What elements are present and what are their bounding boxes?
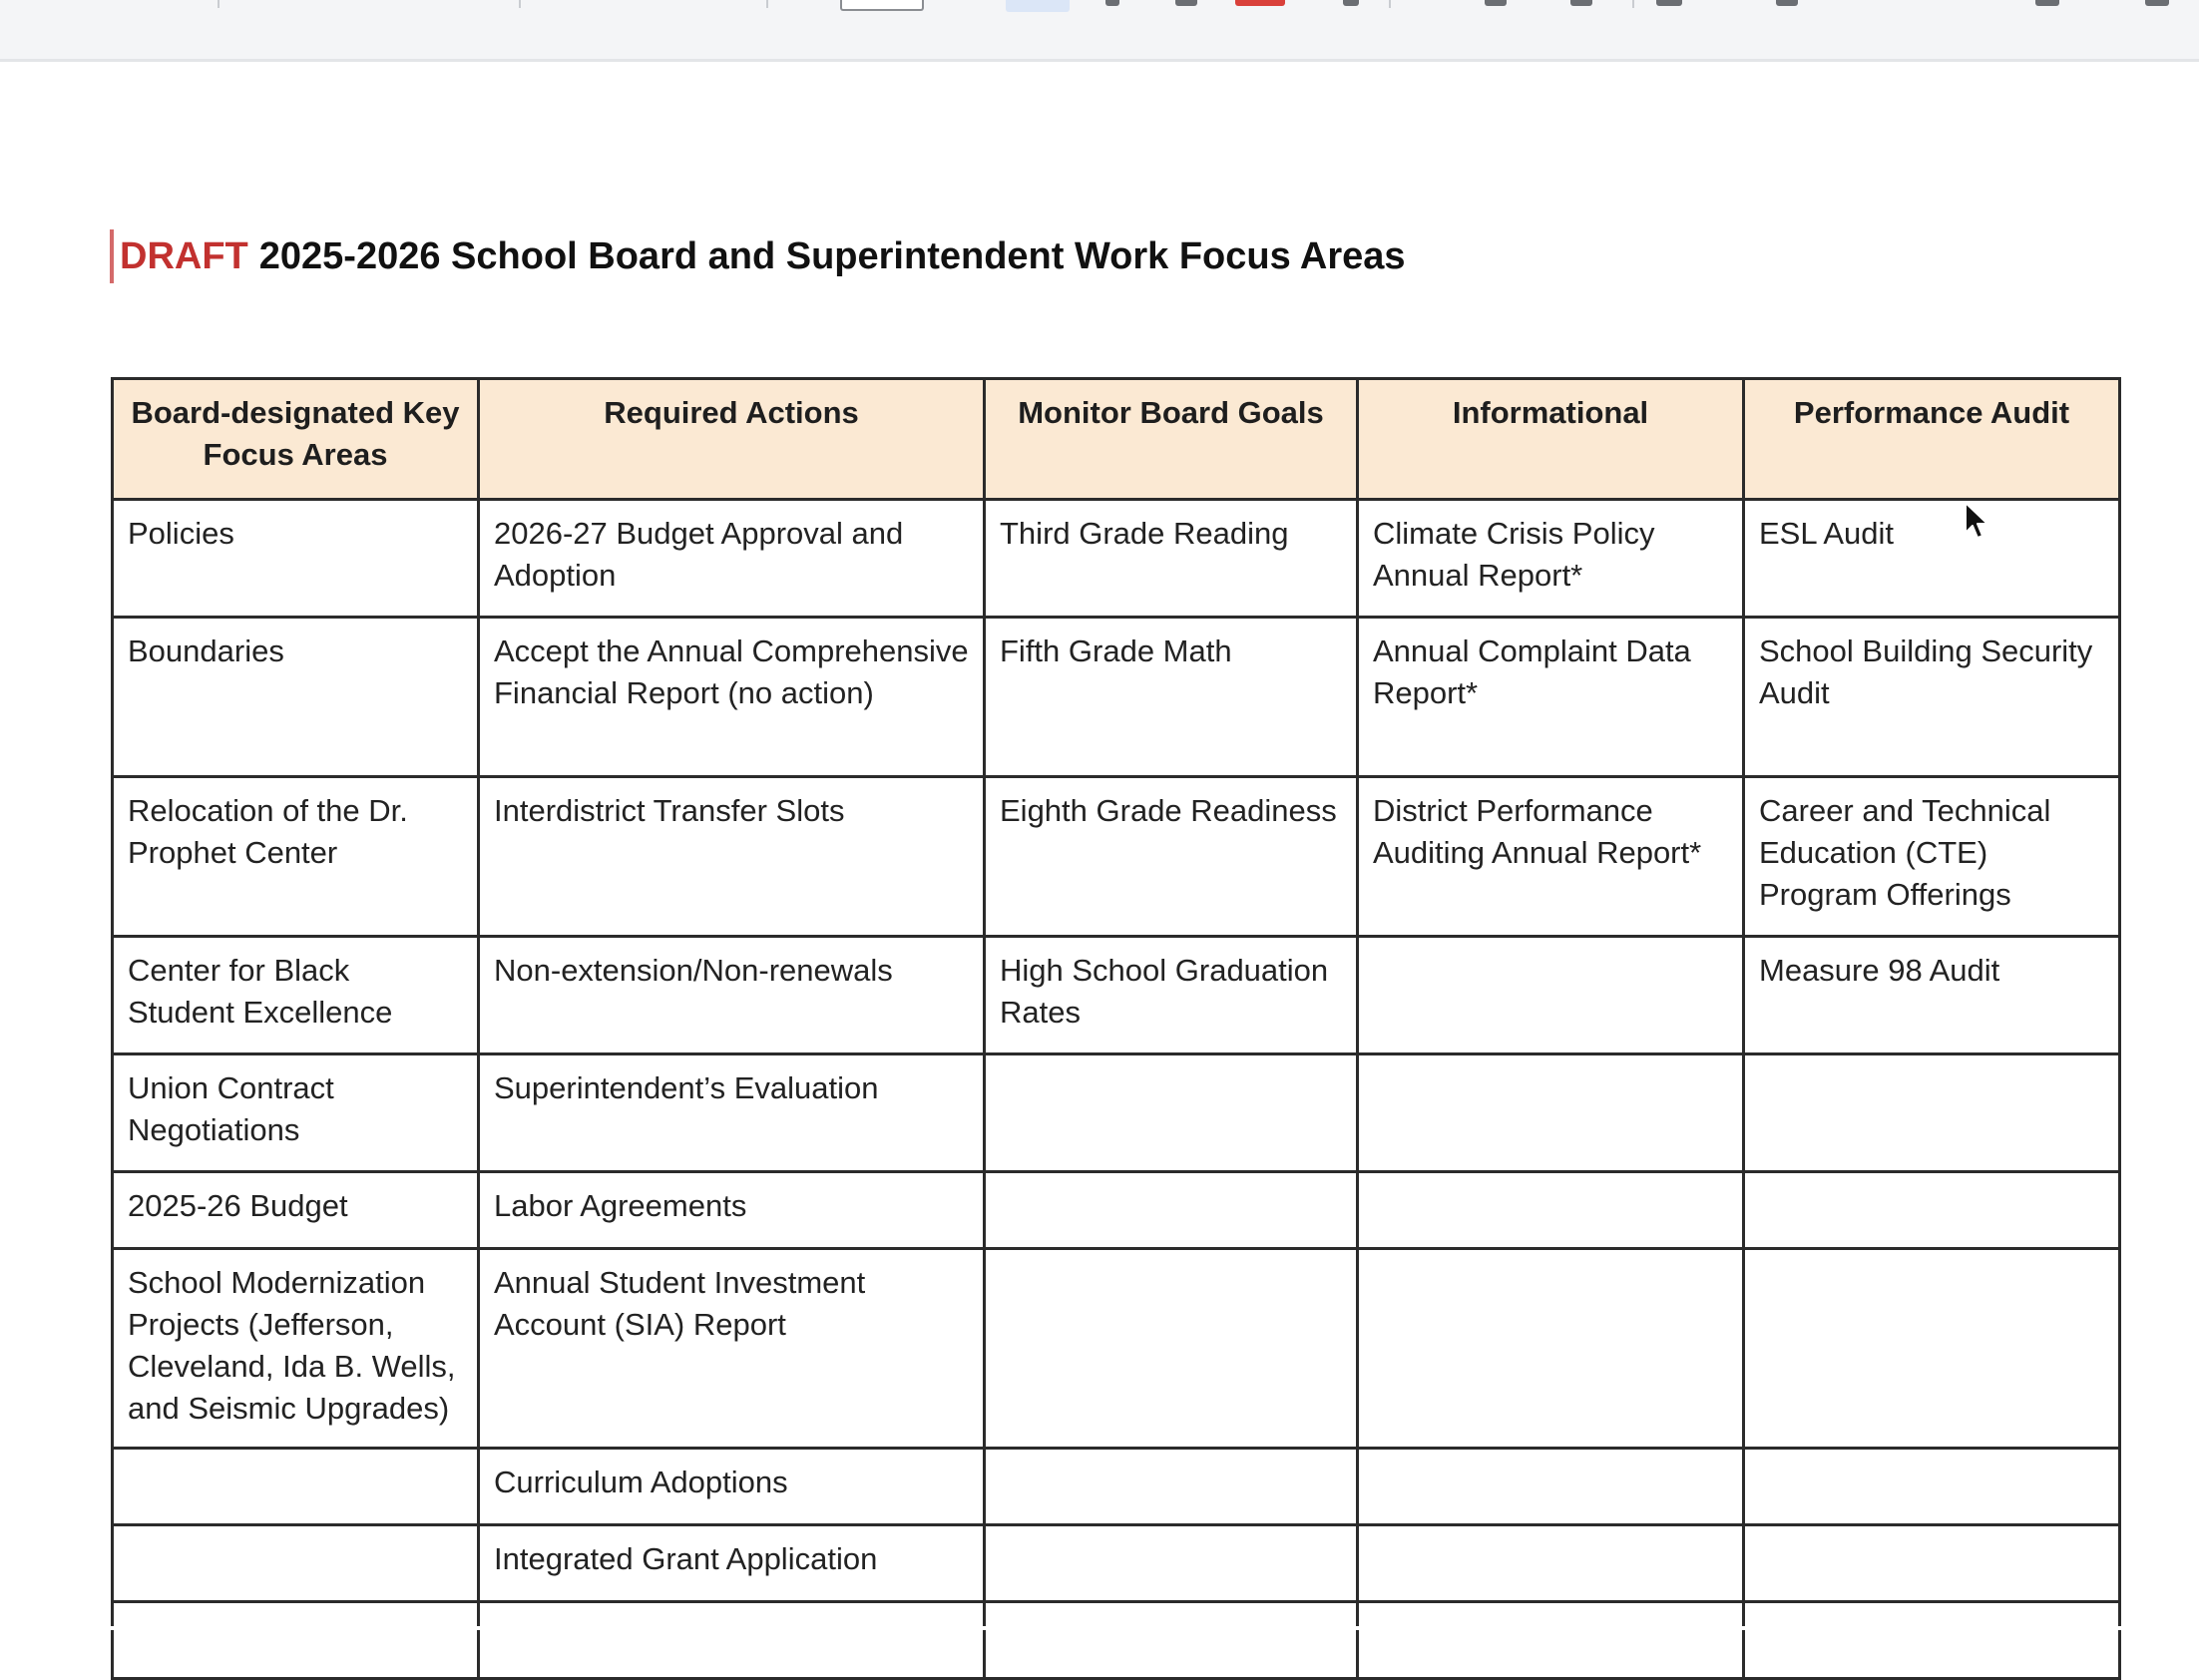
mouse-pointer-icon xyxy=(1964,501,1993,543)
toolbar-icon[interactable] xyxy=(1776,0,1798,6)
table-cell[interactable] xyxy=(1744,1449,2120,1525)
table-cell[interactable] xyxy=(985,1449,1358,1525)
table-cell[interactable] xyxy=(1358,1602,1744,1679)
text-color-icon[interactable] xyxy=(1235,0,1285,6)
table-cell[interactable]: Fifth Grade Math xyxy=(985,618,1358,777)
table-cell[interactable] xyxy=(1358,1172,1744,1249)
table-row xyxy=(113,1249,2120,1449)
table-cell[interactable]: Eighth Grade Readiness xyxy=(985,777,1358,937)
table-cell[interactable] xyxy=(1358,1449,1744,1525)
table-row xyxy=(113,1525,2120,1602)
column-header-informational[interactable]: Informational xyxy=(1358,379,1744,500)
table-cell[interactable] xyxy=(985,1525,1358,1602)
toolbar-separator xyxy=(218,0,220,8)
font-size-box[interactable] xyxy=(840,0,924,11)
toolbar-icon[interactable] xyxy=(2145,0,2169,6)
table-cell[interactable]: Climate Crisis Policy Annual Report* xyxy=(1358,500,1744,618)
toolbar-icon[interactable] xyxy=(1105,0,1119,6)
toolbar-separator xyxy=(1632,0,1634,8)
table-row xyxy=(113,777,2120,937)
table-cell[interactable]: 2026-27 Budget Approval and Adoption xyxy=(479,500,985,618)
table-cell[interactable] xyxy=(985,1602,1358,1679)
table-cell[interactable]: Accept the Annual Comprehensive Financial Report (no action) xyxy=(479,618,985,777)
toolbar-icon[interactable] xyxy=(2035,0,2059,6)
table-cell[interactable]: District Performance Auditing Annual Report* xyxy=(1358,777,1744,937)
table-cell[interactable]: Career and Technical Education (CTE) Program Offerings xyxy=(1744,777,2120,937)
table-cell[interactable]: Integrated Grant Application xyxy=(479,1525,985,1602)
document-title[interactable] xyxy=(110,224,1406,288)
table-row xyxy=(113,1602,2120,1679)
table-cell[interactable]: Annual Complaint Data Report* xyxy=(1358,618,1744,777)
table-cell[interactable] xyxy=(479,1602,985,1679)
table-cell[interactable] xyxy=(1744,1525,2120,1602)
table-cell[interactable]: Interdistrict Transfer Slots xyxy=(479,777,985,937)
table-cell[interactable]: Annual Student Investment Account (SIA) Report xyxy=(479,1249,985,1449)
table-row xyxy=(113,1054,2120,1172)
table-cell[interactable]: Policies xyxy=(113,500,479,618)
column-header-required-actions[interactable]: Required Actions xyxy=(479,379,985,500)
table-cell[interactable]: School Building Security Audit xyxy=(1744,618,2120,777)
table-cell[interactable] xyxy=(1358,1249,1744,1449)
toolbar-icon[interactable] xyxy=(1485,0,1507,6)
table-cell[interactable]: School Modernization Projects (Jefferson, Cleveland, Ida B. Wells, and Seismic Upgrades) xyxy=(113,1249,479,1449)
table-header-row xyxy=(113,379,2120,500)
table-cell[interactable] xyxy=(1744,1054,2120,1172)
table-cell[interactable]: Curriculum Adoptions xyxy=(479,1449,985,1525)
table-cell[interactable]: ESL Audit xyxy=(1744,500,2120,618)
table-cell[interactable] xyxy=(985,1172,1358,1249)
editor-toolbar xyxy=(0,0,2199,62)
table-row xyxy=(113,500,2120,618)
table-cell[interactable]: Center for Black Student Excellence xyxy=(113,937,479,1054)
toolbar-icon[interactable] xyxy=(1656,0,1682,6)
table-cell[interactable] xyxy=(1358,1525,1744,1602)
table-row xyxy=(113,937,2120,1054)
draft-label: DRAFT xyxy=(120,234,248,277)
column-header-monitor-board-goals[interactable]: Monitor Board Goals xyxy=(985,379,1358,500)
toolbar-icon[interactable] xyxy=(1175,0,1197,6)
table-cell[interactable] xyxy=(985,1054,1358,1172)
table-cell[interactable]: Union Contract Negotiations xyxy=(113,1054,479,1172)
page-bottom-edge xyxy=(0,1626,2199,1630)
table-cell[interactable]: Relocation of the Dr. Prophet Center xyxy=(113,777,479,937)
table-cell[interactable] xyxy=(985,1249,1358,1449)
table-cell[interactable] xyxy=(113,1525,479,1602)
table-cell[interactable] xyxy=(1744,1172,2120,1249)
column-header-key-focus-areas[interactable]: Board-designated Key Focus Areas xyxy=(113,379,479,500)
table-cell[interactable]: Boundaries xyxy=(113,618,479,777)
table-cell[interactable]: Third Grade Reading xyxy=(985,500,1358,618)
table-cell[interactable]: Superintendent’s Evaluation xyxy=(479,1054,985,1172)
table-cell[interactable] xyxy=(1358,1054,1744,1172)
toolbar-icon[interactable] xyxy=(1343,0,1359,6)
table-cell[interactable]: Measure 98 Audit xyxy=(1744,937,2120,1054)
table-cell[interactable]: Labor Agreements xyxy=(479,1172,985,1249)
table-cell[interactable] xyxy=(1744,1602,2120,1679)
title-text: 2025-2026 School Board and Superintendent Work Focus Areas xyxy=(258,234,1406,277)
table-row xyxy=(113,1449,2120,1525)
focus-areas-table[interactable] xyxy=(111,377,2121,1680)
table-row xyxy=(113,1172,2120,1249)
table-cell[interactable] xyxy=(113,1602,479,1679)
table-cell[interactable]: 2025-26 Budget xyxy=(113,1172,479,1249)
toolbar-separator xyxy=(766,0,768,8)
text-cursor xyxy=(110,229,114,283)
format-toggle-button[interactable] xyxy=(1006,0,1070,12)
toolbar-separator xyxy=(1389,0,1391,8)
table-cell[interactable] xyxy=(113,1449,479,1525)
table-cell[interactable]: High School Graduation Rates xyxy=(985,937,1358,1054)
table-cell[interactable] xyxy=(1744,1249,2120,1449)
table-cell[interactable]: Non-extension/Non-renewals xyxy=(479,937,985,1054)
toolbar-icon[interactable] xyxy=(1570,0,1592,6)
column-header-performance-audit[interactable]: Performance Audit xyxy=(1744,379,2120,500)
toolbar-separator xyxy=(519,0,521,8)
table-row xyxy=(113,618,2120,777)
table-cell[interactable] xyxy=(1358,937,1744,1054)
